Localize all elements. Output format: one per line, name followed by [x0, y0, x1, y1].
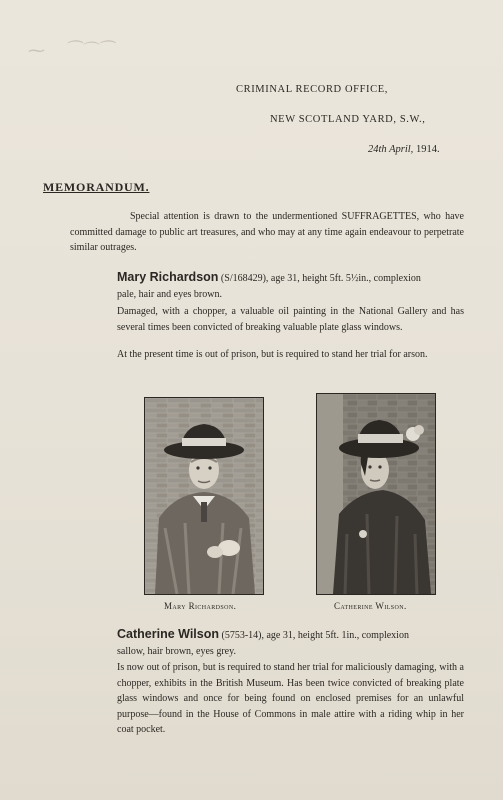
date-year: 1914. [415, 144, 440, 155]
person-1-offence: Damaged, with a chopper, a valuable oil painting in the National Gallery and has several times been convicted of breaking valuable plate glass windows. [117, 306, 464, 333]
photo-catherine-wilson [316, 393, 436, 595]
intro-paragraph: Special attention is drawn to the undermentioned SUFFRAGETTES, who have committed damage to public art treasures, and who may at any time again endeavour to perpetrate similar outrages. [70, 211, 464, 253]
person-1-name: Mary Richardson [117, 270, 219, 284]
memorandum-title: MEMORANDUM. [43, 180, 150, 194]
office-address: NEW SCOTLAND YARD, S.W., [270, 114, 426, 125]
date-day-month: 24th April, [368, 144, 414, 155]
person-1-heading [117, 270, 464, 287]
person-2-details-cont: sallow, hair brown, eyes grey. [117, 646, 236, 657]
pencil-annotation: ⁓ ⁀⌒⁀ [28, 41, 113, 61]
caption-mary-richardson: Mary Richardson. [164, 601, 237, 611]
person-2-heading [117, 627, 464, 644]
photo-mary-richardson [144, 397, 264, 595]
office-heading: CRIMINAL RECORD OFFICE, [236, 84, 388, 95]
person-1-details: (S/168429), age 31, height 5ft. 5½in., complexion [218, 273, 421, 284]
person-2-details: (5753-14), age 31, height 5ft. 1in., complexion [218, 630, 409, 641]
person-2-name: Catherine Wilson [117, 627, 219, 641]
caption-catherine-wilson: Catherine Wilson. [334, 601, 407, 611]
document-date [368, 144, 440, 155]
person-2-offence: Is now out of prison, but is required to stand her trial for maliciously damaging, with a chopper, exhibits in the British Museum. Has been twice convicted of breaking plate glass windows and once for being found on enclosed premises for an unlawful purpose—found in the House of Commons in male attire with a riding whip in her coat pocket. [117, 662, 464, 735]
person-1-status: At the present time is out of prison, but is required to stand her trial for arson. [117, 349, 428, 360]
person-1-details-cont: pale, hair and eyes brown. [117, 289, 222, 300]
